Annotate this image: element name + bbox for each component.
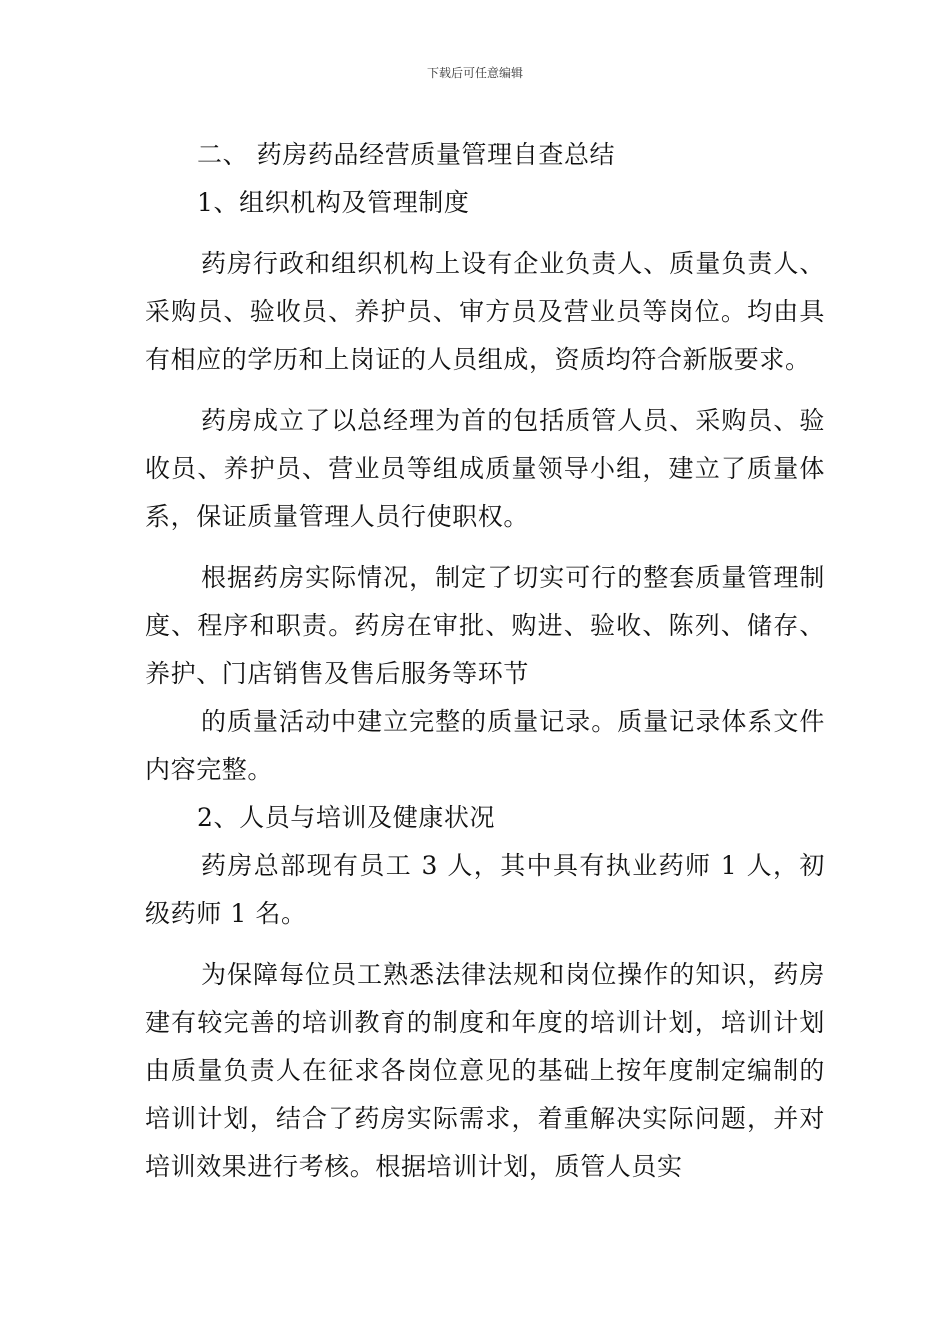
paragraph-staff-count: 药房总部现有员工 3 人，其中具有执业药师 1 人，初级药师 1 名。 xyxy=(145,851,825,928)
subsection-title-personnel: 2、人员与培训及健康状况 xyxy=(197,803,496,832)
paragraph-training: 为保障每位员工熟悉法律法规和岗位操作的知识，药房建有较完善的培训教育的制度和年度的培训计划，培训计划由质量负责人在征求各岗位意见的基础上按年度制定编制的培训计划，结合了药房实际需求，着重解决实际问题，并对培训效果进行考核。根据培训计划，质管人员实 xyxy=(145,960,825,1181)
document-body xyxy=(145,131,825,1191)
paragraph-management-system: 根据药房实际情况，制定了切实可行的整套质量管理制度、程序和职责。药房在审批、购进、验收、陈列、储存、养护、门店销售及售后服务等环节 xyxy=(145,563,825,688)
page-header: 下载后可任意编辑 xyxy=(426,66,523,80)
section-title: 二、 药房药品经营质量管理自查总结 xyxy=(197,140,616,169)
paragraph-quality-team: 药房成立了以总经理为首的包括质管人员、采购员、验收员、养护员、营业员等组成质量领导小组，建立了质量体系，保证质量管理人员行使职权。 xyxy=(145,406,825,531)
subsection-title-organization: 1、组织机构及管理制度 xyxy=(197,188,470,217)
paragraph-quality-records: 的质量活动中建立完整的质量记录。质量记录体系文件内容完整。 xyxy=(145,707,825,784)
paragraph-organization-structure: 药房行政和组织机构上设有企业负责人、质量负责人、采购员、验收员、养护员、审方员及营业员等岗位。均由具有相应的学历和上岗证的人员组成，资质均符合新版要求。 xyxy=(145,249,825,374)
